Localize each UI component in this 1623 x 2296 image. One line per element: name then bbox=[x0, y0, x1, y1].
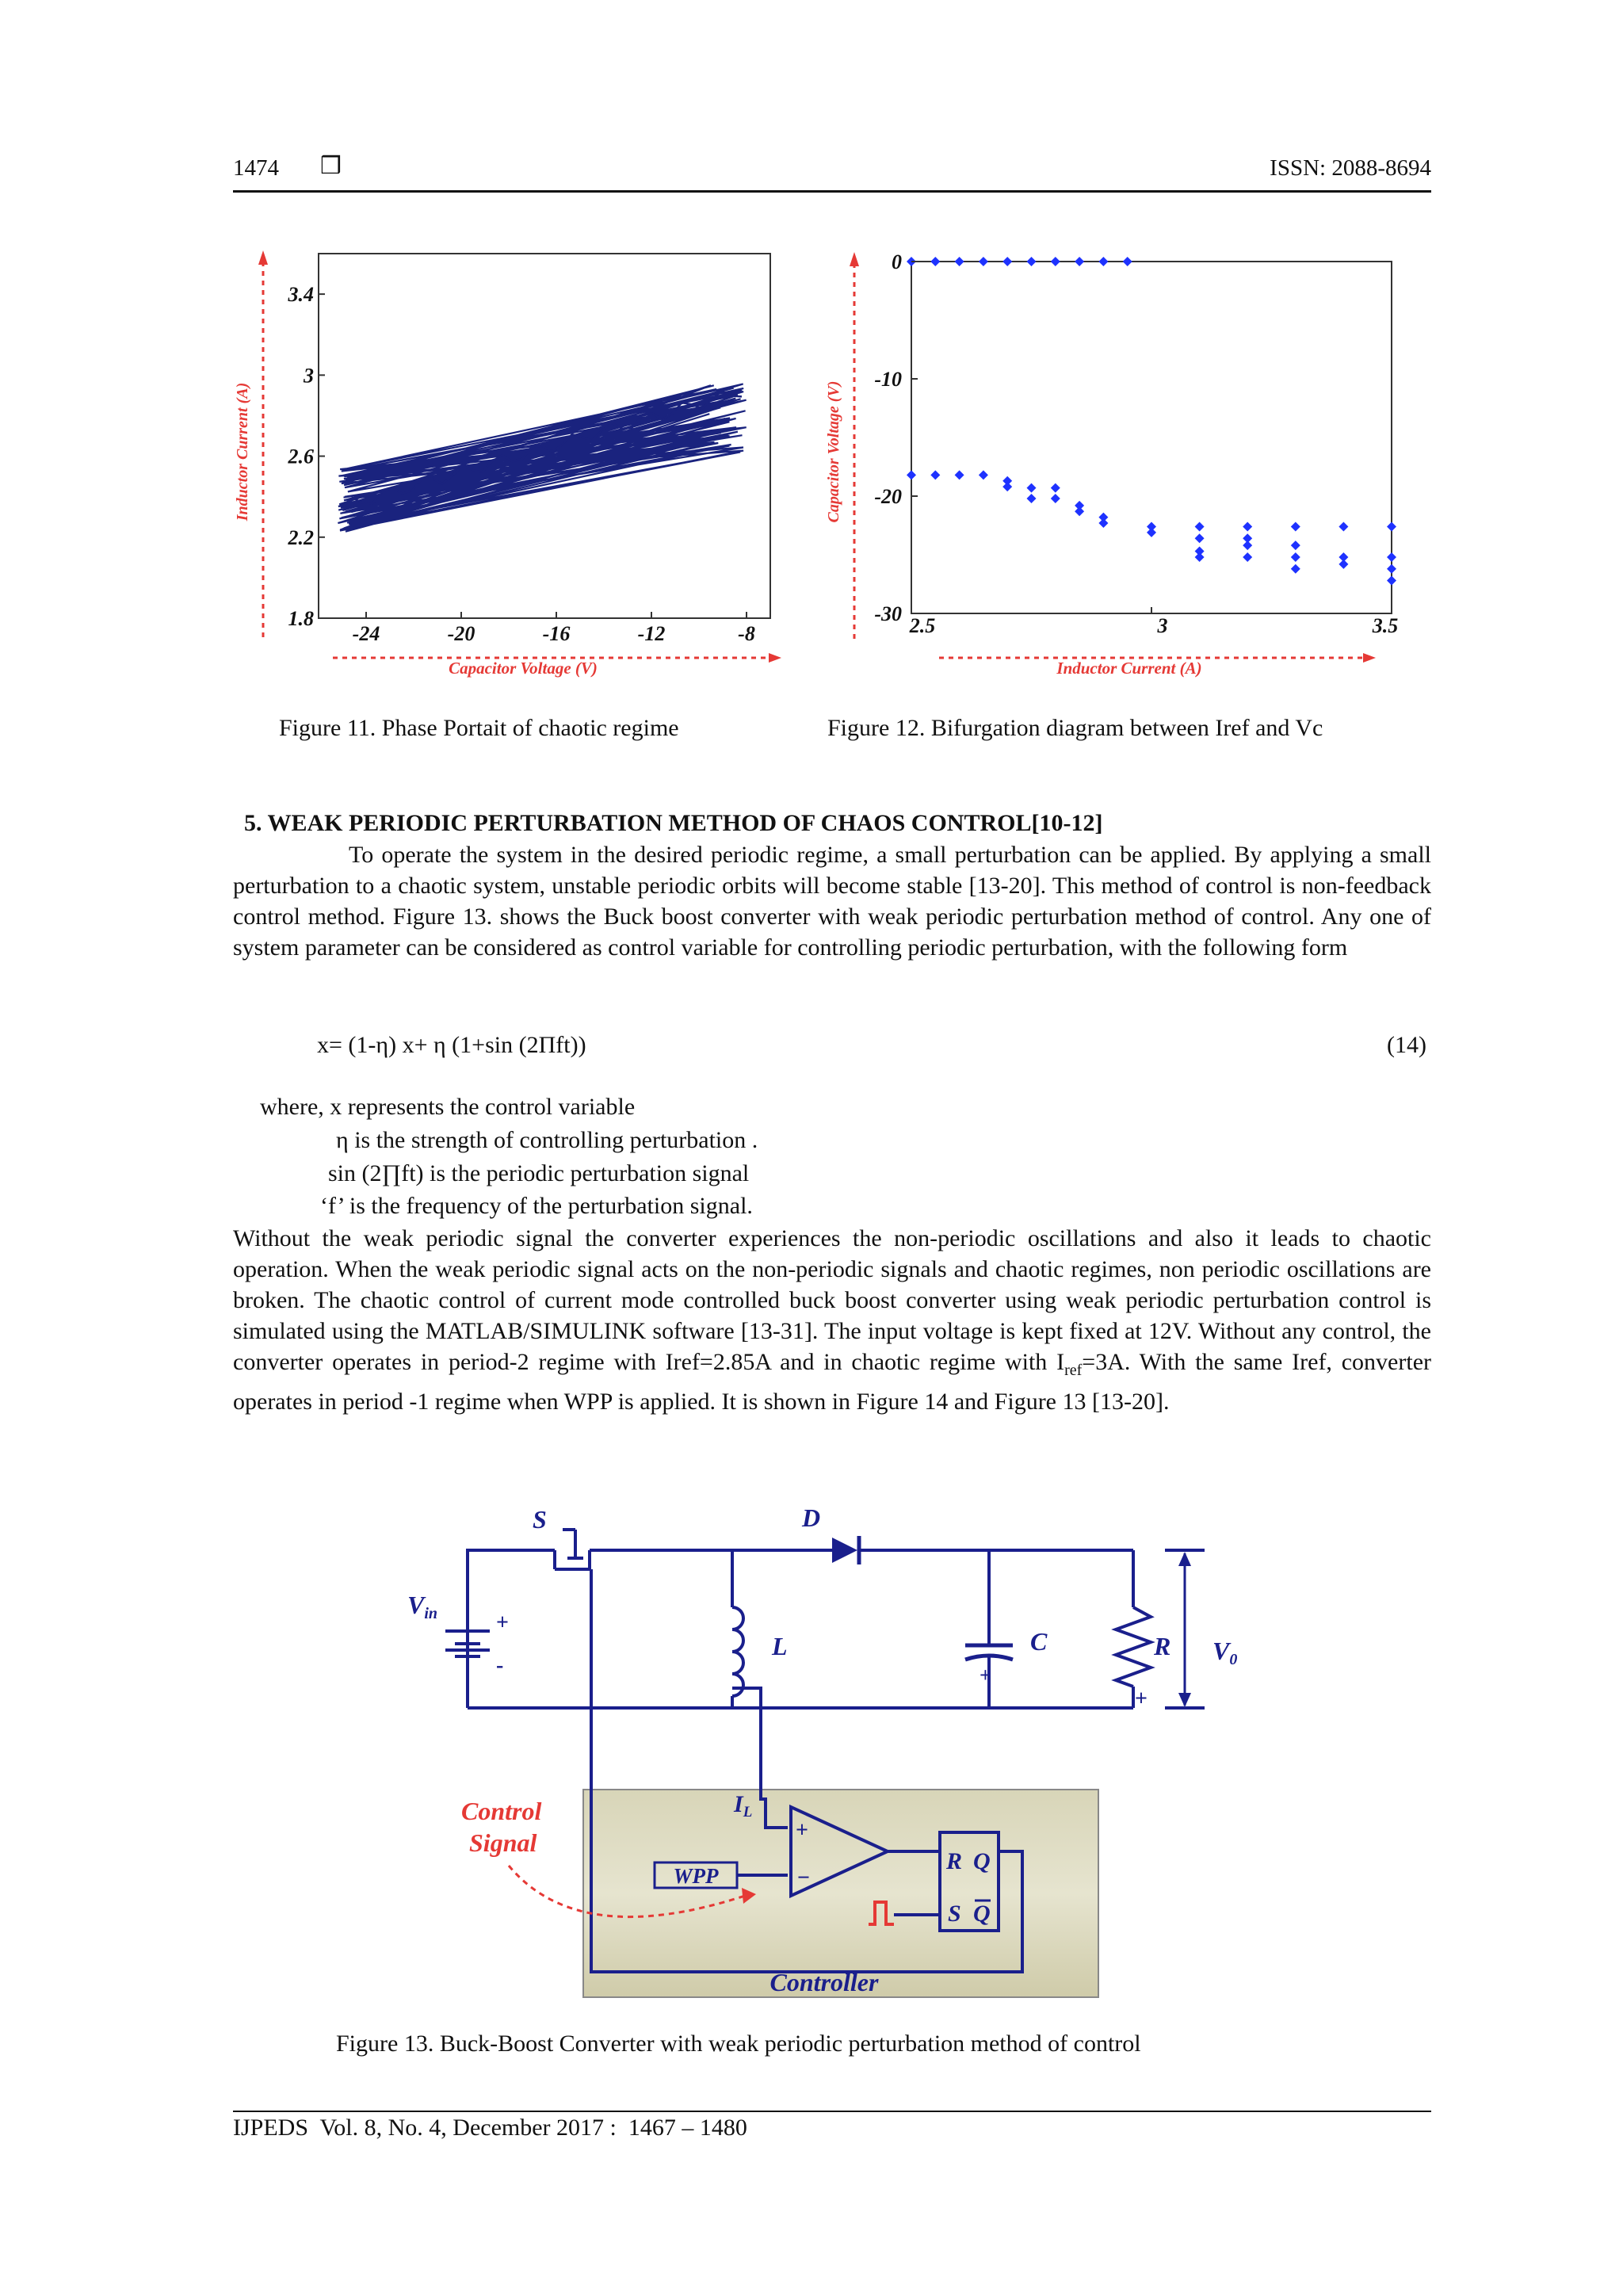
fig12-xtick-label: 3.5 bbox=[1372, 614, 1399, 637]
equation-14: x= (1-η) x+ η (1+sin (2Πft)) bbox=[317, 1032, 586, 1058]
paragraph-2-part-b: =3A. With the same Iref, converter operates in period -1 regime when WPP is applied. It is shown in Figure 14 and Figure 13 [13-20]. bbox=[233, 1349, 1431, 1415]
latch-qbar: Q bbox=[973, 1901, 991, 1927]
issn: ISSN: 2088-8694 bbox=[1270, 155, 1431, 181]
fig11-xtick-label: -20 bbox=[447, 622, 475, 645]
figure-11-phase-portrait bbox=[230, 246, 785, 690]
fig12-ytick-label: 0 bbox=[892, 250, 902, 273]
section-heading: 5. WEAK PERIODIC PERTURBATION METHOD OF CHAOS CONTROL[10-12] bbox=[244, 810, 1103, 836]
inductor-label: L bbox=[772, 1632, 788, 1660]
section-paragraph-2 bbox=[233, 1223, 1431, 1417]
fig12-xtick-label: 3 bbox=[1157, 614, 1168, 637]
fig11-ylabel: Inductor Current (A) bbox=[234, 382, 251, 521]
switch-label: S bbox=[533, 1505, 547, 1534]
diode-label: D bbox=[802, 1503, 821, 1532]
fig11-xtick-label: -24 bbox=[352, 622, 380, 645]
where-line-2: η is the strength of controlling perturbation . bbox=[336, 1127, 758, 1153]
footer-journal: IJPEDS Vol. 8, No. 4, December 2017 : 1467 – 1480 bbox=[233, 2115, 747, 2141]
fig11-ytick-label: 1.8 bbox=[288, 607, 314, 630]
figure-12-caption: Figure 12. Bifurgation diagram between Iref and Vc bbox=[827, 715, 1323, 741]
iref-subscript: ref bbox=[1064, 1362, 1083, 1379]
il-label: $I_L$ bbox=[734, 1791, 753, 1820]
res-plus: + bbox=[1135, 1687, 1148, 1711]
latch-q: Q bbox=[973, 1848, 991, 1874]
wpp-label: WPP bbox=[673, 1864, 719, 1888]
figure-13-buck-boost-circuit bbox=[396, 1490, 1284, 2013]
figure-12-bifurcation bbox=[816, 246, 1426, 690]
fig11-ytick-label: 3 bbox=[304, 364, 314, 388]
fig12-ytick-label: -30 bbox=[874, 602, 902, 625]
fig12-xtick-label: 2.5 bbox=[909, 614, 936, 637]
capacitor-label: C bbox=[1030, 1627, 1048, 1656]
fig11-xtick-label: -16 bbox=[542, 622, 571, 645]
paragraph-2-text bbox=[233, 1223, 1431, 1417]
section-paragraph-1 bbox=[233, 839, 1431, 963]
fig12-ytick-label: -20 bbox=[874, 485, 902, 508]
where-line-3: sin (2∏ft) is the periodic perturbation signal bbox=[328, 1160, 750, 1186]
vin-label: Vin bbox=[407, 1591, 438, 1622]
comparator-plus: + bbox=[796, 1818, 808, 1843]
control-signal-label-2: Signal bbox=[469, 1828, 537, 1857]
fig11-ytick-label: 2.6 bbox=[288, 445, 314, 468]
resistor-label: R bbox=[1154, 1632, 1171, 1660]
vin-plus: + bbox=[496, 1610, 509, 1635]
paragraph-2-part-a: Without the weak periodic signal the converter experiences the non-periodic oscillations and also it leads to chaotic operation. When the weak periodic signal acts on the non-periodic signals and chaotic regimes, non periodic oscillations are broken. The chaotic control of current mode controlled buck boost converter using weak periodic perturbation control is simulated using the MATLAB/SIMULINK software [13-31]. The input voltage is kept fixed at 12V. Without any control, the converter operates in period-2 regime with Iref=2.85A and in chaotic regime with I bbox=[233, 1225, 1431, 1375]
fig11-xtick-label: -8 bbox=[738, 622, 755, 645]
page-number: 1474 bbox=[233, 155, 279, 181]
vo-label: V0 bbox=[1212, 1637, 1238, 1668]
box-icon: ❒ bbox=[320, 152, 342, 180]
figure-11-caption: Figure 11. Phase Portait of chaotic regime bbox=[279, 715, 679, 741]
fig11-ytick-label: 2.2 bbox=[288, 525, 314, 549]
latch-r: R bbox=[946, 1848, 963, 1874]
equation-number: (14) bbox=[1387, 1032, 1426, 1058]
fig11-ytick-label: 3.4 bbox=[288, 283, 314, 307]
comparator-minus: − bbox=[797, 1866, 810, 1890]
fig11-xlabel: Capacitor Voltage (V) bbox=[449, 659, 598, 678]
header-rule bbox=[233, 190, 1431, 193]
controller-label: Controller bbox=[769, 1968, 879, 1996]
paragraph-1-text: To operate the system in the desired periodic regime, a small perturbation can be applied. By applying a small perturbation to a chaotic system, unstable periodic orbits will become stable [13-20]. This method of control is non-feedback control method. Figure 13. shows the Buck boost converter with weak periodic perturbation method of control. Any one of system parameter can be considered as control variable for controlling periodic perturbation, with the following form bbox=[233, 842, 1431, 961]
fig12-ytick-label: -10 bbox=[874, 368, 902, 391]
latch-s: S bbox=[948, 1901, 961, 1927]
vin-minus: - bbox=[496, 1653, 504, 1678]
fig12-xlabel: Inductor Current (A) bbox=[1056, 659, 1202, 678]
where-line-1: where, x represents the control variable bbox=[260, 1094, 636, 1120]
figure-13-caption: Figure 13. Buck-Boost Converter with weak periodic perturbation method of control bbox=[336, 2030, 1141, 2057]
control-signal-label-1: Control bbox=[461, 1797, 542, 1825]
fig11-xtick-label: -12 bbox=[637, 622, 666, 645]
footer-rule bbox=[233, 2111, 1431, 2112]
fig12-ylabel: Capacitor Voltage (V) bbox=[825, 380, 842, 523]
cap-plus: + bbox=[980, 1664, 991, 1687]
where-line-4: ‘f’ is the frequency of the perturbation signal. bbox=[320, 1193, 753, 1219]
